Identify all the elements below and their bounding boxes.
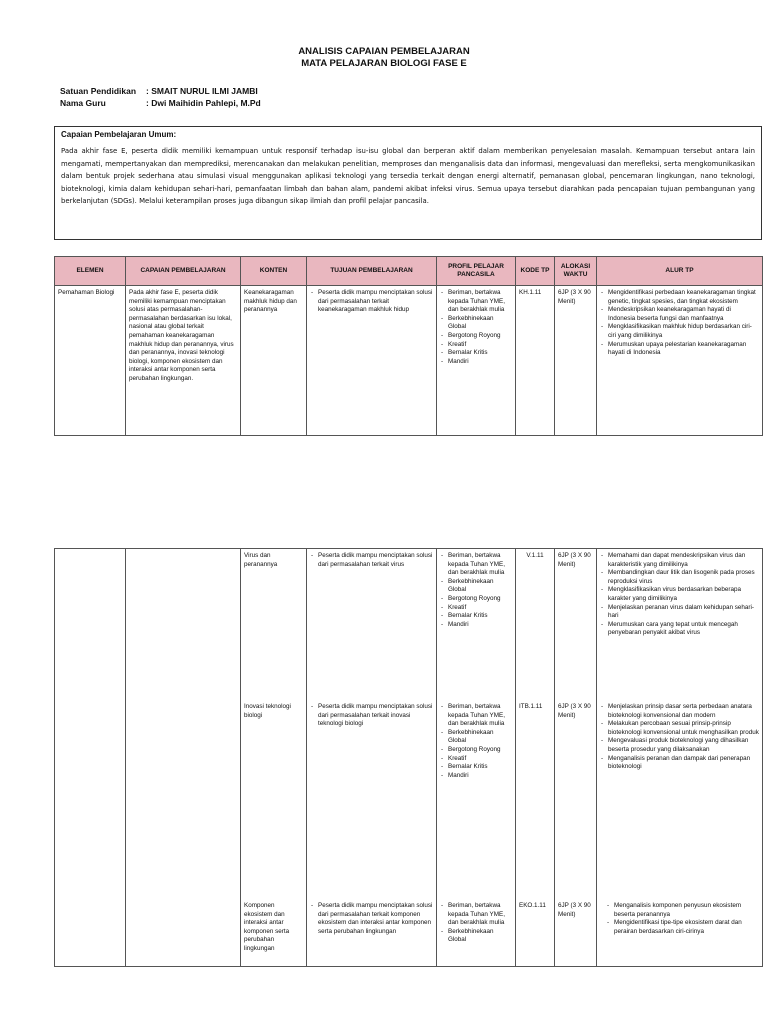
row1-konten: Keanekaragaman makhluk hidup dan peranannya	[241, 286, 307, 436]
row3-konten-text: Inovasi teknologi biologi	[244, 703, 291, 719]
row1-tujuan-text: - Peserta didik mampu menciptakan solusi dari permasalahan terkait keanekaragaman makhluk hidup	[310, 289, 433, 315]
list-item: - Menjelaskan peranan virus dalam kehidupan sehari-hari	[600, 604, 759, 621]
list-item: - Memahami dan dapat mendeskripsikan virus dan karakteristik yang dimilikinya	[600, 552, 759, 569]
list-item: - Mengidentifikasi perbedaan keanekaragaman tingkat genetic, tingkat spesies, dan tingkat ekosistem	[600, 289, 759, 306]
row4-tujuan-text: - Peserta didik mampu menciptakan solusi dari permasalahan terkait komponen ekosistem dan interaksi antar komponen serta perubahan lingkungan	[310, 902, 433, 936]
list-item: - Mengevaluasi produk bioteknologi yang dihasilkan beserta prosedur yang dilaksanakan	[600, 737, 759, 754]
list-item: - Kreatif	[440, 341, 512, 350]
list-item: - Menganalisis peranan dan dampak dari penerapan bioteknologi	[600, 755, 759, 772]
cp-umum-heading: Capaian Pembelajaran Umum:	[61, 130, 177, 139]
list-item: - Bergotong Royong	[440, 332, 512, 341]
header-tujuan: TUJUAN PEMBELAJARAN	[307, 257, 437, 286]
row4-alokasi-text: 6JP (3 X 90 Menit)	[558, 902, 591, 918]
row1-elemen: Pemahaman Biologi	[55, 286, 126, 436]
list-item: - Beriman, bertakwa kepada Tuhan YME, dan berakhlak mulia	[440, 703, 512, 729]
list-item: - Melakukan percobaan sesuai prinsip-prinsip bioteknologi konvensional untuk menghasilkan produk	[600, 720, 759, 737]
header-konten: KONTEN	[241, 257, 307, 286]
row2-tujuan	[307, 549, 437, 967]
meta-school-value: : SMAIT NURUL ILMI JAMBI	[146, 86, 258, 96]
header-cp: CAPAIAN PEMBELAJARAN	[126, 257, 241, 286]
list-item: - Bernalar Kritis	[440, 763, 512, 772]
header-alokasi: ALOKASI WAKTU	[555, 257, 597, 286]
table-row	[55, 286, 763, 436]
list-item: - Membandingkan daur litik dan lisogenik pada proses reproduksi virus	[600, 569, 759, 586]
list-item: - Mengklasifikasikan makhluk hidup berdasarkan ciri-ciri yang dimilikinya	[600, 323, 759, 340]
row1-kode: KH.1.11	[516, 286, 555, 436]
row4-kode-text: EKO.1.11	[519, 902, 546, 909]
document-subtitle: MATA PELAJARAN BIOLOGI FASE E	[301, 58, 467, 69]
list-item: - Menjelaskan prinsip dasar serta perbedaan anatara bioteknologi konvensional dan modern	[600, 703, 759, 720]
row4-konten-text: Komponen ekosistem dan interaksi antar komponen serta perubahan lingkungan	[244, 902, 290, 952]
list-item: - Berkebhinekaan Global	[440, 928, 512, 945]
list-item: - Kreatif	[440, 604, 512, 613]
list-item: - Berkebhinekaan Global	[440, 578, 512, 595]
row2-kode	[516, 549, 555, 967]
list-item: - Kreatif	[440, 755, 512, 764]
list-item: - Bergotong Royong	[440, 595, 512, 604]
header-alur: ALUR TP	[597, 257, 763, 286]
list-item: - Bernalar Kritis	[440, 612, 512, 621]
row3-tujuan-text: - Peserta didik mampu menciptakan solusi dari permasalahan terkait inovasi teknologi biologi	[310, 703, 433, 729]
meta-school-label: Satuan Pendidikan	[60, 86, 137, 96]
list-item: - Berkebhinekaan Global	[440, 315, 512, 332]
row1-tujuan	[307, 286, 437, 436]
row2-tujuan-text: - Peserta didik mampu menciptakan solusi dari permasalahan terkait virus	[310, 552, 433, 569]
header-kode: KODE TP	[516, 257, 555, 286]
table-row	[55, 549, 763, 967]
row2-elemen-empty	[55, 549, 126, 967]
row2-alur	[597, 549, 763, 967]
list-item: - Merumuskan cara yang tepat untuk mencegah penyebaran penyakit akibat virus	[600, 621, 759, 638]
row2-konten	[241, 549, 307, 967]
row1-alur	[597, 286, 763, 436]
list-item: - Bernalar Kritis	[440, 349, 512, 358]
row3-alokasi-text: 6JP (3 X 90 Menit)	[558, 703, 591, 719]
row2-alokasi-text: 6JP (3 X 90 Menit)	[558, 552, 591, 568]
table-header-row	[55, 257, 763, 286]
analysis-table-page1	[54, 256, 763, 436]
row1-alokasi: 6JP (3 X 90 Menit)	[555, 286, 597, 436]
document-title: ANALISIS CAPAIAN PEMBELAJARAN	[298, 46, 470, 57]
list-item: - Beriman, bertakwa kepada Tuhan YME, dan berakhlak mulia	[440, 552, 512, 578]
meta-teacher-value: : Dwi Maihidin Pahlepi, M.Pd	[146, 98, 261, 108]
list-item: - Beriman, bertakwa kepada Tuhan YME, dan berakhlak mulia	[440, 902, 512, 928]
list-item: - Mengidentifikasi tipe-tipe ekosistem darat dan perairan berdasarkan ciri-cirinya	[606, 919, 759, 936]
cp-umum-box	[54, 126, 762, 240]
row1-cp: Pada akhir fase E, peserta didik memiliki kemampuan menciptakan solusi atas permasalahan-permasalahan berdasarkan isu lokal, nasional atau global terkait pemahaman keanekaragaman makhluk hidup dan peranannya, virus dan peranannya, inovasi teknologi biologi, komponen ekosistem dan interaksi antar komponen serta perubahan lingkungan.	[126, 286, 241, 436]
cp-umum-text: Pada akhir fase E, peserta didik memiliki kemampuan untuk responsif terhadap isu-isu global dan berperan aktif dalam memberikan penyelesaian masalah. Kemampuan tersebut antara lain mengamati, mempertanyakan dan memprediksi, merencanakan dan melakukan penelitian, memproses dan menganalisis data dan informasi, mengevaluasi dan merefleksi, serta mengkomunikasikan dalam bentuk projek sederhana atau simulasi visual menggunakan aplikasi teknologi yang tersedia terkait dengan energi alternatif, pemanasan global, pencemaran lingkungan, nano teknologi, bioteknologi, kimia dalam kehidupan sehari-hari, pemanfaatan limbah dan bahan alam, pandemi akibat infeksi virus. Semua upaya tersebut diarahkan pada pencapaian tujuan pembangunan yang berkelanjutan (SDGs). Melalui keterampilan proses juga dibangun sikap ilmiah dan profil pelajar pancasila.	[61, 147, 755, 206]
row3-kode-text: ITB.1.11	[519, 703, 543, 710]
row2-konten-text: Virus dan peranannya	[244, 552, 278, 568]
header-profil: PROFIL PELAJAR PANCASILA	[437, 257, 516, 286]
list-item: - Bergotong Royong	[440, 746, 512, 755]
analysis-table-page2	[54, 548, 763, 967]
list-item: - Mandiri	[440, 772, 512, 781]
row1-profil	[437, 286, 516, 436]
row2-cp-empty	[126, 549, 241, 967]
list-item: - Beriman, bertakwa kepada Tuhan YME, dan berakhlak mulia	[440, 289, 512, 315]
list-item: - Menganalisis komponen penyusun ekosistem beserta peranannya	[606, 902, 759, 919]
list-item: - Mandiri	[440, 621, 512, 630]
list-item: - Mengklasifikasikan virus berdasarkan beberapa karakter yang dimilikinya	[600, 586, 759, 603]
meta-school	[60, 86, 258, 96]
row2-profil	[437, 549, 516, 967]
meta-teacher-label: Nama Guru	[60, 98, 106, 108]
meta-teacher	[60, 98, 261, 108]
list-item: - Berkebhinekaan Global	[440, 729, 512, 746]
list-item: - Mandiri	[440, 358, 512, 367]
list-item: - Mendeskripsikan keanekaragaman hayati di Indonesia beserta fungsi dan manfaatnya	[600, 306, 759, 323]
header-elemen: ELEMEN	[55, 257, 126, 286]
list-item: - Merumuskan upaya pelestarian keanekaragaman hayati di Indonesia	[600, 341, 759, 358]
row2-kode-text: V.1.11	[526, 552, 544, 559]
row2-alokasi	[555, 549, 597, 967]
